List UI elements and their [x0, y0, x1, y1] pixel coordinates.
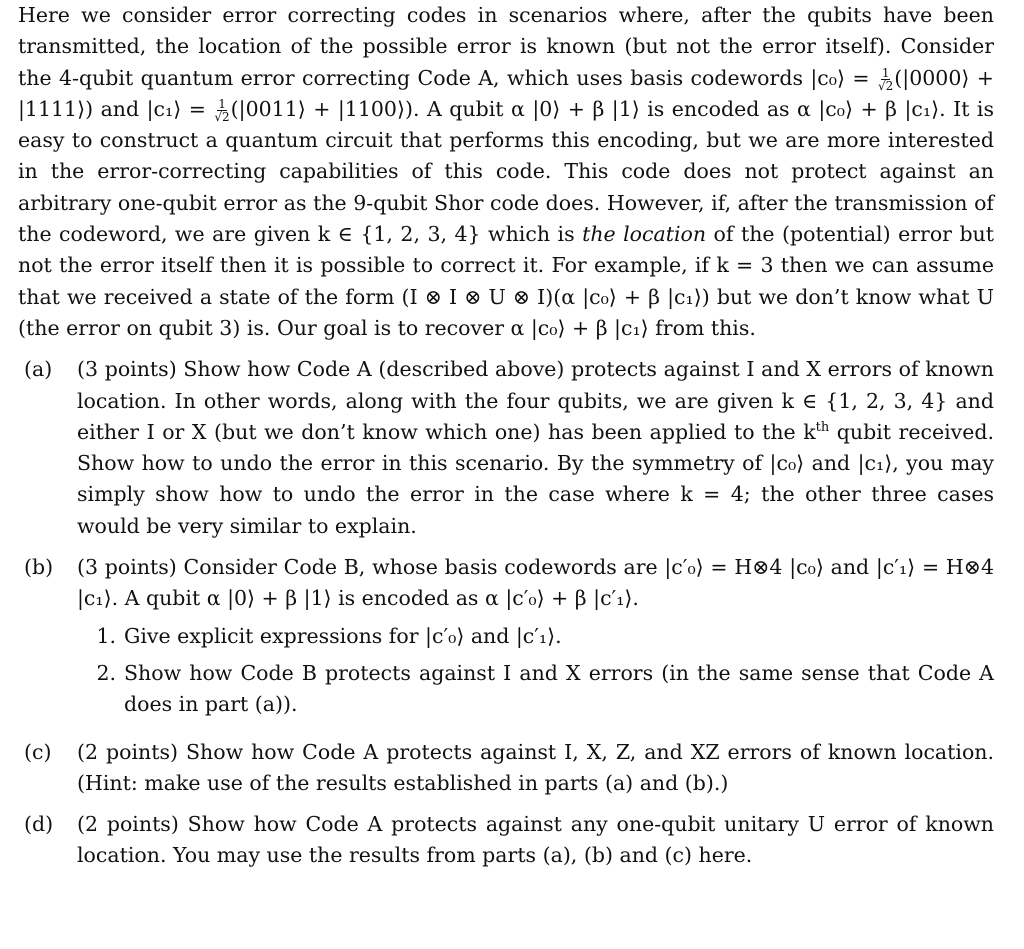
part-b-text: (3 points) Consider Code B, whose basis codewords are |c′₀⟩ = H⊗4 |c₀⟩ and |c′₁⟩ = H⊗4 |c₁⟩. A qubit α |0⟩ + β |1⟩ is encoded as α |c′₀⟩ + β |c′₁⟩. [77, 555, 994, 611]
part-b-label: (b) [24, 555, 54, 580]
list-item-text: Give explicit expressions for |c′₀⟩ and |c′₁⟩. [124, 623, 562, 648]
list-item-number: 1. [96, 623, 116, 648]
part-d-label: (d) [24, 812, 54, 837]
intro-text-2: A qubit α |0⟩ + β |1⟩ is encoded as α |c₀⟩ + β |c₁⟩. It is easy to construct a quantum circuit that performs this encoding, but we are more interested in the error-correcting capabilities of this code. This code does not protect against an arbitrary one-qubit error as the 9-qubit Shor code does. However, if, after the transmission of the codeword, we are given k ∈ {1, 2, 3, 4} which is [18, 96, 994, 247]
part-c [18, 737, 994, 800]
part-b-body [77, 552, 994, 726]
list-item-text: Show how Code B protects against I and X errors (in the same sense that Code A does in part (a)). [124, 660, 994, 717]
and-text: and [93, 96, 147, 121]
list-item [77, 658, 994, 721]
list-item-number: 2. [96, 660, 116, 685]
c1-label: |c₁⟩ = [146, 96, 206, 121]
part-d [18, 809, 994, 872]
part-a-text-1: (3 points) Show how Code A (described above) protects against I and X errors of known location. In other words, along with the four qubits, we are given k ∈ {1, 2, 3, 4} and either I or X (but we don’t know which one) has been applied to the k [77, 357, 994, 444]
list-item [77, 621, 994, 652]
fraction-numerator: 1 [881, 65, 890, 80]
part-a [18, 354, 994, 542]
emphasis-the-location: the location [582, 222, 707, 247]
fraction-one-over-root-two [878, 67, 893, 92]
part-c-text: (2 points) Show how Code A protects against I, X, Z, and XZ errors of known location. (Hint: make use of the results established in parts (a) and (b).) [77, 739, 994, 795]
part-b-sublist [77, 621, 994, 721]
c1-definition: (|0011⟩ + |1100⟩). [230, 96, 420, 121]
fraction-denominator: √2 [878, 78, 894, 93]
part-d-text: (2 points) Show how Code A protects against any one-qubit unitary U error of known location. You may use the results from parts (a), (b) and (c) here. [77, 812, 994, 868]
fraction-numerator-2: 1 [218, 96, 226, 111]
part-a-superscript: th [815, 420, 830, 436]
fraction-denominator-2: √2 [214, 109, 230, 124]
question-parts [18, 354, 994, 871]
part-a-label: (a) [24, 357, 53, 382]
intro-text-3: of the (potential) error but not the error itself then it is possible to correct it. For example, if k = 3 then we can assume that we received a state of the form (I ⊗ I ⊗ U ⊗ I)(α |c₀⟩ + β |c₁⟩) but we don’t know what U (the error on qubit 3) is. Our goal is to recover α |c₀⟩ + β |c₁⟩ from this. [18, 222, 995, 340]
part-a-text [77, 354, 994, 542]
c0-label: |c₀⟩ = [810, 65, 870, 90]
intro-text-1: Here we consider error correcting codes in scenarios where, after the qubits have been transmitted, the location of the possible error is known (but not the error itself). Consider the 4-qubit quantum error correcting Code A, which uses basis codewords [18, 3, 994, 90]
part-b [18, 552, 994, 726]
c0-definition: (|0000⟩ + |1111⟩) [18, 65, 994, 121]
intro-paragraph [18, 0, 994, 344]
part-c-label: (c) [24, 739, 52, 764]
fraction-one-over-root-two-2 [214, 98, 229, 123]
part-a-text-2: qubit received. Show how to undo the error in this scenario. By the symmetry of |c₀⟩ and |c₁⟩, you may simply show how to undo the error in the case where k = 4; the other three cases would be very similar to explain. [77, 419, 994, 538]
